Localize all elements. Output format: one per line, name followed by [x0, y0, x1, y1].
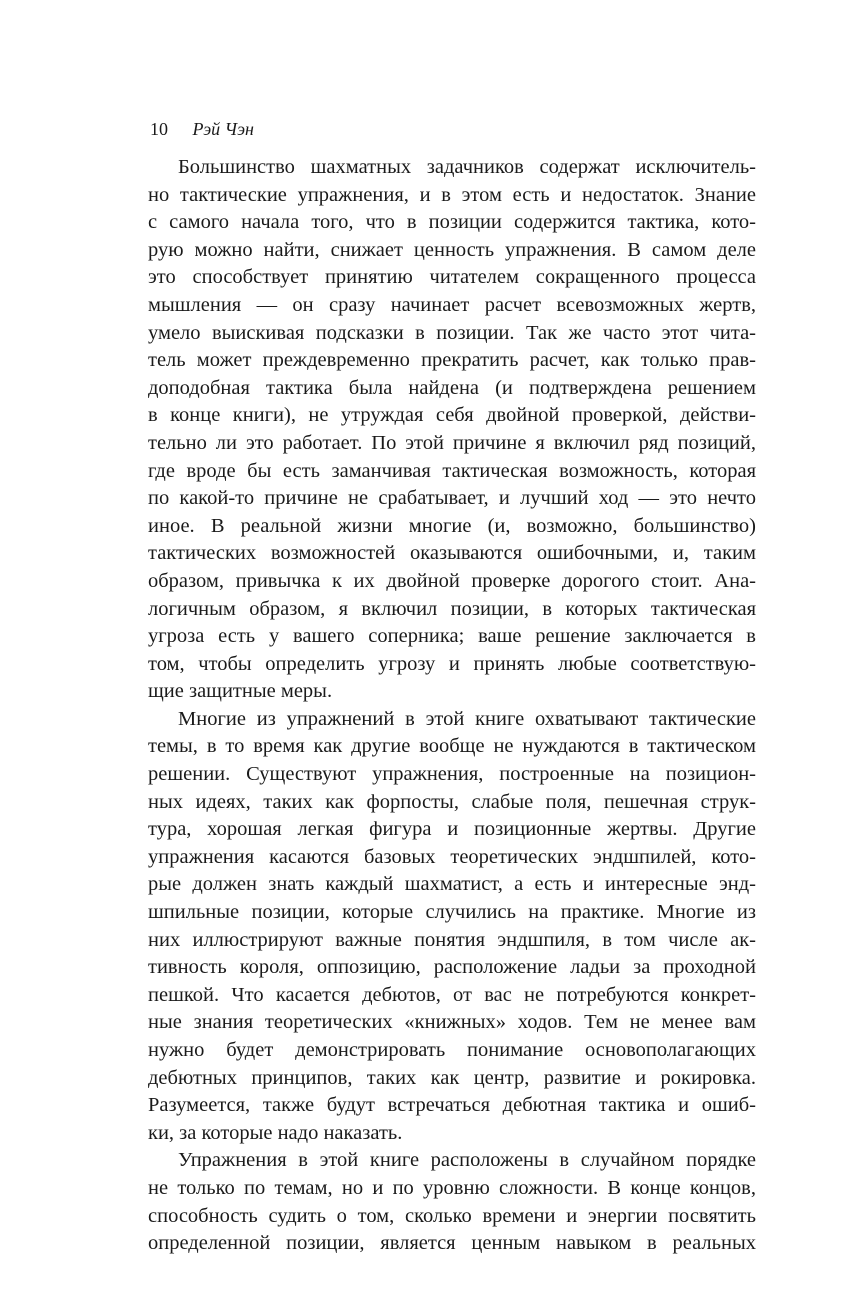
text-line: тактических возможностей оказываются ошибочными, и, таким [148, 542, 756, 565]
text-line: ки, за которые надо наказать. [148, 1121, 403, 1144]
text-line: Упражнения в этой книге расположены в случайном порядке [178, 1149, 756, 1172]
paragraph [148, 154, 756, 706]
text-line: тельно ли это работает. По этой причине я включил ряд позиций, [148, 431, 756, 454]
text-line: щие защитные меры. [148, 680, 333, 703]
text-line: умело выискивая подсказки в позиции. Так же часто этот чита- [148, 321, 756, 344]
text-line: тивность короля, оппозицию, расположение ладьи за проходной [148, 956, 756, 979]
text-line: способность судить о том, сколько времени и энергии посвятить [148, 1204, 756, 1227]
text-line: них иллюстрируют важные понятия эндшпиля, в том числе ак- [148, 928, 756, 951]
text-line: ных идеях, таких как форпосты, слабые поля, пешечная струк- [148, 790, 756, 813]
text-line: том, чтобы определить угрозу и принять любые соответствую- [148, 652, 756, 675]
text-line: где вроде бы есть заманчивая тактическая возможность, которая [148, 459, 756, 482]
text-line: тура, хорошая легкая фигура и позиционные жертвы. Другие [148, 818, 756, 841]
text-line: логичным образом, я включил позиции, в которых тактическая [148, 597, 756, 620]
text-line: по какой-то причине не срабатывает, и лучший ход — это нечто [148, 487, 756, 510]
text-line: пешкой. Что касается дебютов, от вас не потребуются конкрет- [148, 983, 756, 1006]
text-line: не только по темам, но и по уровню сложности. В конце концов, [148, 1176, 756, 1199]
text-line: тель может преждевременно прекратить расчет, как только прав- [148, 349, 756, 372]
body-text [148, 154, 756, 1258]
text-line: Большинство шахматных задачников содержат исключитель- [178, 156, 756, 178]
text-line: образом, привычка к их двойной проверке дорогого стоит. Ана- [148, 569, 756, 592]
text-line: Разумеется, также будут встречаться дебютная тактика и ошиб- [148, 1094, 756, 1117]
text-line: угроза есть у вашего соперника; ваше решение заключается в [148, 625, 756, 648]
text-line: дебютных принципов, таких как центр, развитие и рокировка. [148, 1066, 756, 1089]
text-line: иное. В реальной жизни многие (и, возможно, большинство) [148, 514, 756, 537]
page-number: 10 [150, 119, 168, 139]
text-line: с самого начала того, что в позиции содержится тактика, кото- [148, 211, 756, 234]
text-line: доподобная тактика была найдена (и подтверждена решением [148, 376, 756, 399]
running-head [150, 117, 254, 141]
text-line: темы, в то время как другие вообще не нуждаются в тактическом [148, 735, 756, 758]
paragraph [148, 706, 756, 1148]
text-line: мышления — он сразу начинает расчет всевозможных жертв, [148, 293, 756, 316]
running-head-author: Рэй Чэн [192, 119, 254, 139]
text-line: но тактические упражнения, и в этом есть и недостаток. Знание [148, 183, 756, 206]
text-line: упражнения касаются базовых теоретических эндшпилей, кото- [148, 845, 756, 868]
text-line: рые должен знать каждый шахматист, а есть и интересные энд- [148, 873, 756, 896]
text-line: нужно будет демонстрировать понимание основополагающих [148, 1039, 756, 1061]
text-line: рую можно найти, снижает ценность упражнения. В самом деле [148, 238, 756, 261]
text-line: это способствует принятию читателем сокращенного процесса [148, 266, 756, 289]
text-line: Многие из упражнений в этой книге охватывают тактические [178, 707, 756, 730]
text-line: ные знания теоретических «книжных» ходов. Тем не менее вам [148, 1011, 756, 1034]
text-line: решении. Существуют упражнения, построенные на позицион- [148, 763, 756, 786]
paragraph [148, 1147, 756, 1257]
text-line: определенной позиции, является ценным навыком в реальных [148, 1232, 756, 1255]
text-line: шпильные позиции, которые случились на практике. Многие из [148, 901, 756, 924]
text-line: в конце книги), не утруждая себя двойной проверкой, действи- [148, 404, 756, 427]
